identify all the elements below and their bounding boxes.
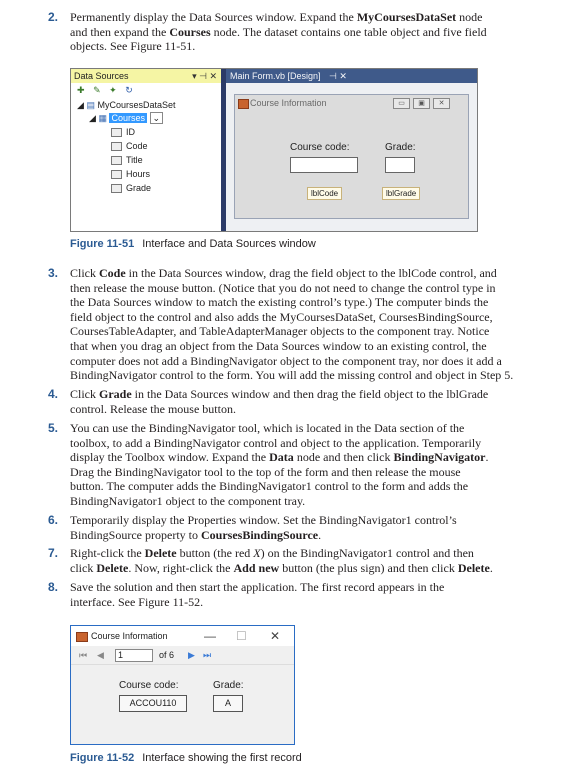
- step-number: 6.: [48, 513, 59, 527]
- step-line: Permanently display the Data Sources window. Expand the MyCoursesDataSet node: [70, 10, 483, 24]
- form-icon: [238, 99, 249, 109]
- field-icon: [111, 142, 122, 151]
- step-line: and then expand the Courses node. The dataset contains one table object and five field: [70, 24, 487, 39]
- step-line: objects. See Figure 11-51.: [70, 39, 196, 54]
- figure-label: Figure 11-52: [70, 752, 135, 764]
- step-line: button. The computer adds the BindingNavigator1 control to the form and adds the: [70, 479, 469, 494]
- data-sources-titlebar: [71, 69, 221, 83]
- step-number: 7.: [48, 546, 59, 560]
- maximize-button[interactable]: ☐: [236, 629, 247, 643]
- position-input[interactable]: 1: [115, 649, 153, 662]
- figure-11-51-caption: [70, 238, 316, 250]
- figure-11-51: [70, 68, 478, 232]
- step-4: [48, 387, 518, 416]
- form-title: Course Information: [250, 98, 327, 108]
- step-line: Click Code in the Data Sources window, drag the field object to the lblCode control, and: [70, 266, 497, 280]
- step-text: [70, 513, 518, 542]
- tree-node-table[interactable]: [89, 112, 163, 124]
- table-label: Courses: [111, 113, 145, 123]
- window-controls-icon[interactable]: ▾ ⊣ ✕: [192, 71, 217, 81]
- step-line: display the Toolbox window. Expand the Data node and then click BindingNavigator.: [70, 450, 489, 465]
- step-text: [70, 266, 518, 383]
- dataset-label: MyCoursesDataSet: [97, 100, 176, 110]
- lblgrade-tag: lblGrade: [382, 187, 420, 200]
- window-titlebar: [71, 626, 294, 646]
- data-sources-window: [71, 69, 221, 231]
- step-line: interface. See Figure 11-52.: [70, 594, 204, 609]
- figure-11-52: [70, 625, 295, 745]
- field-item-grade[interactable]: [111, 182, 151, 194]
- grade-label: Grade:: [385, 142, 416, 153]
- grade-control[interactable]: [385, 157, 415, 173]
- step-8: [48, 580, 518, 609]
- step-number: 5.: [48, 421, 59, 435]
- field-icon: [111, 128, 122, 137]
- form-designer[interactable]: [234, 94, 469, 219]
- step-7: [48, 546, 518, 575]
- minimize-button[interactable]: —: [204, 629, 216, 643]
- step-line: click Delete. Now, right-click the Add new button (the plus sign) and then click Delete.: [70, 560, 493, 575]
- collapse-icon[interactable]: ◢: [77, 100, 84, 110]
- step-text: [70, 421, 518, 509]
- step-line: Drag the BindingNavigator tool to the top of the form and then release the mouse: [70, 464, 461, 479]
- code-value: ACCOU110: [119, 695, 187, 712]
- field-label: Grade: [126, 183, 152, 193]
- code-label: Course code:: [119, 680, 179, 691]
- tree-node-dataset[interactable]: [77, 99, 176, 111]
- grade-label: Grade:: [213, 680, 244, 691]
- field-label: ID: [126, 127, 135, 137]
- step-line: BindingNavigator control to the form. You will add the missing control and object in Step 5.: [70, 368, 514, 383]
- step-line: the Data Sources window to match the existing control’s type.) The computer binds the: [70, 295, 489, 310]
- form-titlebar: [235, 95, 468, 111]
- collapse-icon[interactable]: ◢: [89, 113, 96, 123]
- move-previous-icon[interactable]: ◀: [97, 650, 104, 660]
- configure-dataset-icon[interactable]: ✦: [109, 85, 117, 95]
- step-line: CoursesTableAdapter, and TableAdapterManager objects to the component tray. Notice: [70, 324, 490, 339]
- step-number: 4.: [48, 387, 59, 401]
- step-5: [48, 421, 518, 509]
- close-button[interactable]: ✕: [270, 629, 281, 643]
- field-icon: [111, 156, 122, 165]
- field-icon: [111, 184, 122, 193]
- step-line: Save the solution and then start the application. The first record appears in the: [70, 580, 445, 594]
- step-text: [70, 10, 518, 54]
- minimize-icon: ▭: [393, 98, 410, 109]
- step-number: 8.: [48, 580, 59, 594]
- data-sources-toolbar: [71, 83, 221, 97]
- step-line: BindingNavigator1 object to the component tray.: [70, 493, 306, 508]
- maximize-icon: ▣: [413, 98, 430, 109]
- field-item-hours[interactable]: [111, 168, 150, 180]
- field-label: Hours: [126, 169, 151, 179]
- tab-controls-icon[interactable]: ⊣ ✕: [329, 71, 347, 81]
- add-data-source-icon[interactable]: ✚: [77, 85, 85, 95]
- form-icon: [76, 632, 88, 642]
- designer-tab[interactable]: [226, 69, 477, 83]
- step-line: You can use the BindingNavigator tool, which is located in the Data section of the: [70, 421, 465, 435]
- step-line: field object to the control and also adds the MyCoursesDataSet, CoursesBindingSource,: [70, 309, 493, 324]
- chevron-down-icon[interactable]: ⌄: [150, 112, 164, 124]
- step-line: control. Release the mouse button.: [70, 401, 236, 416]
- step-text: [70, 580, 518, 609]
- figure-caption-text: Interface showing the first record: [142, 752, 302, 764]
- move-first-icon[interactable]: ⏮: [79, 650, 88, 660]
- field-item-id[interactable]: [111, 126, 135, 138]
- field-label: Code: [126, 141, 148, 151]
- step-2: [48, 10, 518, 54]
- refresh-icon[interactable]: ↻: [125, 85, 133, 95]
- move-last-icon[interactable]: ⏭: [203, 650, 212, 660]
- step-line: Right-click the Delete button (the red X) on the BindingNavigator1 control and then: [70, 546, 474, 560]
- field-label: Title: [126, 155, 143, 165]
- step-6: [48, 513, 518, 542]
- field-icon: [111, 170, 122, 179]
- step-text: [70, 546, 518, 575]
- step-line: toolbox, to add a BindingNavigator control and object to the application. Temporarily: [70, 435, 482, 450]
- dataset-icon: ▤: [86, 100, 95, 110]
- code-label: Course code:: [290, 142, 350, 153]
- step-text: [70, 387, 518, 416]
- figure-label: Figure 11-51: [70, 238, 135, 250]
- step-3: [48, 266, 518, 383]
- move-next-icon[interactable]: ▶: [188, 650, 195, 660]
- code-control[interactable]: [290, 157, 358, 173]
- grade-value: A: [213, 695, 243, 712]
- data-sources-title: Data Sources: [74, 71, 129, 81]
- step-line: that when you drag an object from the Data Sources window to an existing control, the: [70, 338, 487, 353]
- figure-caption-text: Interface and Data Sources window: [142, 238, 316, 250]
- step-line: Temporarily display the Properties window. Set the BindingNavigator1 control’s: [70, 513, 457, 527]
- step-line: Click Grade in the Data Sources window and then drag the field object to the lblGrade: [70, 387, 489, 401]
- binding-navigator: [71, 646, 294, 665]
- field-item-title[interactable]: [111, 154, 143, 166]
- edit-dataset-icon[interactable]: ✎: [93, 85, 101, 95]
- designer-tab-label: Main Form.vb [Design]: [230, 71, 321, 81]
- field-item-code[interactable]: [111, 140, 148, 152]
- figure-11-52-caption: [70, 752, 302, 764]
- window-title: Course Information: [91, 631, 168, 641]
- step-line: then release the mouse button. (Notice that you do not need to change the control type in: [70, 280, 496, 295]
- table-icon: ▦: [98, 113, 107, 123]
- count-label: of 6: [159, 650, 175, 660]
- step-line: computer does not add a BindingNavigator object to the component tray, nor does it add a: [70, 353, 502, 368]
- lblcode-tag: lblCode: [307, 187, 342, 200]
- step-number: 3.: [48, 266, 59, 280]
- step-line: BindingSource property to CoursesBindingSource.: [70, 527, 322, 542]
- designer-window: [226, 69, 477, 231]
- close-icon: ✕: [433, 98, 450, 109]
- step-number: 2.: [48, 10, 59, 24]
